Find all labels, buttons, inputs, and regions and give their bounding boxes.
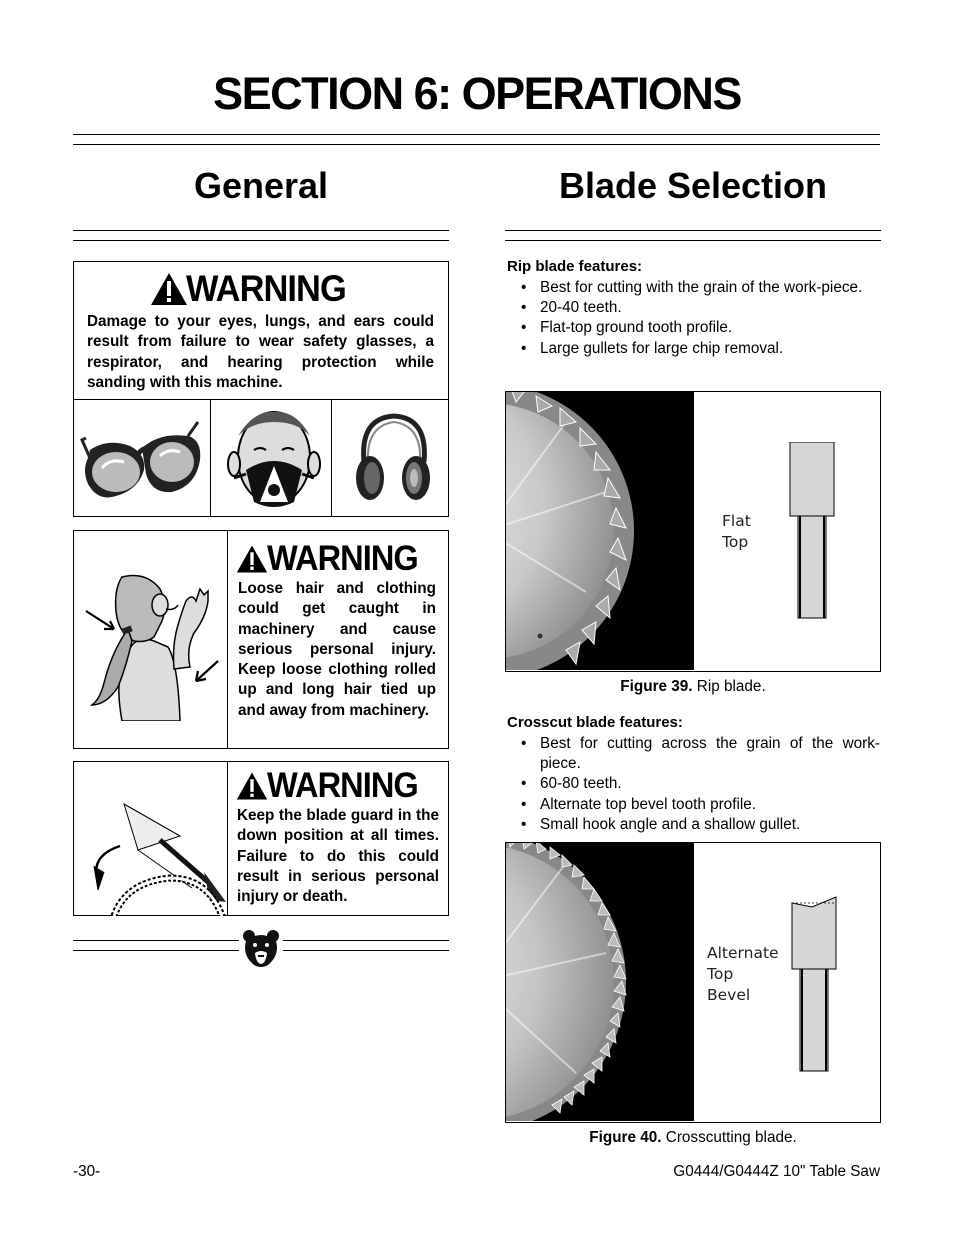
- caption-text: Rip blade.: [692, 678, 766, 695]
- list-item: • 20-40 teeth.: [521, 298, 880, 318]
- list-item: • Best for cutting with the grain of the work-piece.: [521, 278, 880, 298]
- caption-text: Crosscutting blade.: [661, 1129, 797, 1146]
- crosscut-features-title: Crosscut blade features:: [507, 714, 683, 731]
- label-line: Top: [707, 965, 734, 983]
- logo-rule: [283, 940, 449, 941]
- section-title: SECTION 6: OPERATIONS: [213, 68, 741, 119]
- figure-40-caption: [505, 1129, 881, 1147]
- warning-text: Loose hair and clothing could get caught in machinery and cause serious personal injury. Keep loose clothing rolled up and long hair tied up and away from machinery.: [238, 580, 436, 719]
- blade-rule-top: [505, 230, 881, 231]
- warning-header: [236, 766, 429, 806]
- warning-text: Keep the blade guard in the down position at all times. Failure to do this could result in serious personal injury or death.: [237, 807, 439, 906]
- warning-triangle-icon: [150, 272, 188, 306]
- caption-label: Figure 39.: [620, 678, 693, 695]
- list-item: • Best for cutting across the grain of the work-piece.: [521, 734, 880, 774]
- icon-divider: [331, 399, 332, 516]
- rip-blade-image: [506, 392, 694, 670]
- figure-39-label: [722, 511, 751, 553]
- bear-logo-icon: [242, 929, 280, 969]
- warning-box-ppe: [73, 261, 449, 517]
- warning-word: WARNING: [267, 766, 418, 805]
- rip-features-list: [521, 278, 880, 359]
- warning-text: Damage to your eyes, lungs, and ears could result from failure to wear safety glasses, a respirator, and hearing protection while sanding with this machine.: [87, 313, 434, 391]
- label-line: Bevel: [707, 986, 751, 1004]
- general-rule-bottom: [73, 240, 449, 241]
- logo-rule: [73, 950, 239, 951]
- warning-box-hair: [73, 530, 449, 749]
- warning-word: WARNING: [267, 539, 418, 578]
- long-hair-person-icon: [82, 571, 222, 721]
- figure-39: [505, 391, 881, 672]
- blade-guard-icon: [80, 796, 226, 916]
- logo-rule: [283, 950, 449, 951]
- title-rule-top: [73, 134, 880, 135]
- warning-triangle-icon: [236, 771, 268, 801]
- warning-word: WARNING: [186, 268, 346, 309]
- blade-rule-bottom: [505, 240, 881, 241]
- crosscut-blade-image: [506, 843, 694, 1121]
- figure-40-label: [707, 943, 779, 1006]
- title-rule-bottom: [73, 144, 880, 145]
- blade-selection-heading: Blade Selection: [558, 165, 828, 206]
- warning-header: [150, 269, 358, 309]
- respirator-icon: [224, 408, 324, 512]
- warning-box-blade-guard: [73, 761, 449, 916]
- warning-divider: [227, 531, 228, 748]
- warning-divider: [74, 399, 448, 400]
- warning-triangle-icon: [236, 544, 268, 574]
- label-line: Alternate: [707, 944, 779, 962]
- flat-top-tooth-diagram: [786, 442, 846, 622]
- page-number: -30-: [73, 1163, 101, 1180]
- list-item: • Flat-top ground tooth profile.: [521, 318, 880, 338]
- figure-39-caption: [505, 678, 881, 696]
- icon-divider: [210, 399, 211, 516]
- list-item: • 60-80 teeth.: [521, 774, 880, 794]
- footer-model: G0444/G0444Z 10" Table Saw: [673, 1163, 880, 1180]
- safety-glasses-icon: [80, 410, 206, 508]
- ear-muffs-icon: [350, 412, 436, 504]
- list-item: • Small hook angle and a shallow gullet.: [521, 815, 880, 835]
- warning-divider: [227, 762, 228, 915]
- rip-features-title: Rip blade features:: [507, 258, 643, 275]
- figure-40: [505, 842, 881, 1123]
- list-item: • Alternate top bevel tooth profile.: [521, 795, 880, 815]
- list-item: • Large gullets for large chip removal.: [521, 339, 880, 359]
- warning-header: [236, 539, 429, 579]
- alternate-top-bevel-tooth-diagram: [788, 895, 848, 1075]
- general-rule-top: [73, 230, 449, 231]
- general-heading: General: [193, 165, 329, 206]
- crosscut-features-list: [521, 734, 880, 835]
- caption-label: Figure 40.: [589, 1129, 662, 1146]
- label-line: Flat: [722, 512, 751, 530]
- logo-rule: [73, 940, 239, 941]
- label-line: Top: [722, 533, 749, 551]
